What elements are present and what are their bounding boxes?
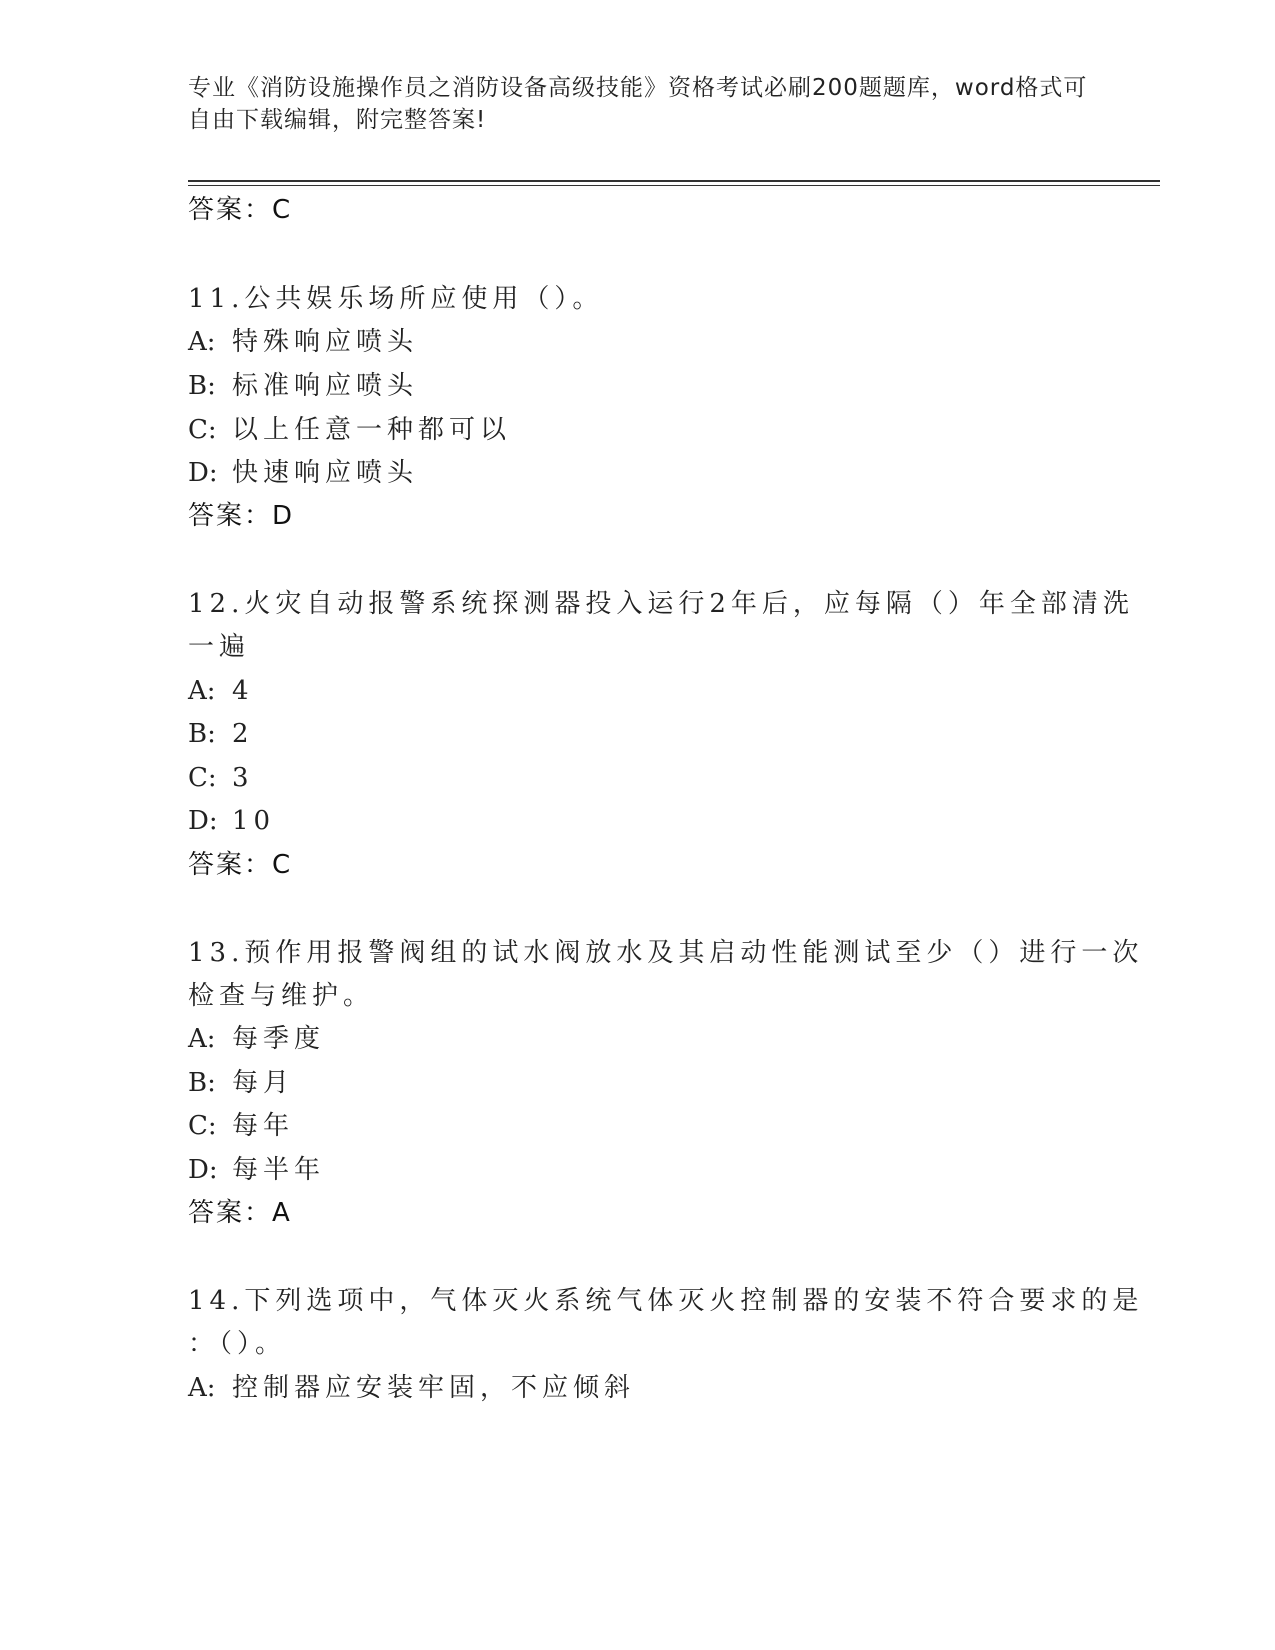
question-14-text: 14.下列选项中，气体灭火系统气体灭火控制器的安装不符合要求的是 [188,1286,1144,1316]
question-12-answer: 答案：C [188,850,293,880]
question-12-option-b: B: 2 [188,719,254,749]
question-12-option-d: D: 10 [188,806,276,836]
header-divider-thin [188,185,1160,186]
question-12-option-a: A: 4 [188,676,254,706]
question-11-option-d: D: 快速响应喷头 [188,458,419,488]
question-13-text: 13.预作用报警阀组的试水阀放水及其启动性能测试至少（）进行一次 [188,938,1144,968]
question-13-option-b: B: 每月 [188,1068,295,1098]
question-11-option-a: A: 特殊响应喷头 [188,327,419,357]
header-divider [188,180,1160,182]
question-14-text-cont: ：（）。 [188,1329,287,1359]
question-12-option-c: C: 3 [188,763,254,793]
question-13-option-d: D: 每半年 [188,1155,326,1185]
question-11-text: 11.公共娱乐场所应使用（）。 [188,284,604,314]
question-13-text-cont: 检查与维护。 [188,981,375,1011]
question-13-answer: 答案：A [188,1198,292,1228]
question-13-option-a: A: 每季度 [188,1024,326,1054]
answer-previous: 答案：C [188,195,293,225]
question-14-option-a: A: 控制器应安装牢固，不应倾斜 [188,1373,636,1403]
question-12-text-cont: 一遍 [188,632,251,662]
question-11-option-b: B: 标准响应喷头 [188,371,419,401]
question-13-option-c: C: 每年 [188,1111,295,1141]
document-header: 专业《消防设施操作员之消防设备高级技能》资格考试必刷200题题库，word格式可自由下载编辑，附完整答案! [188,75,1088,133]
question-12-text: 12.火灾自动报警系统探测器投入运行2年后，应每隔（）年全部清洗 [188,589,1134,619]
question-11-answer: 答案：D [188,501,295,531]
question-11-option-c: C: 以上任意一种都可以 [188,415,512,445]
